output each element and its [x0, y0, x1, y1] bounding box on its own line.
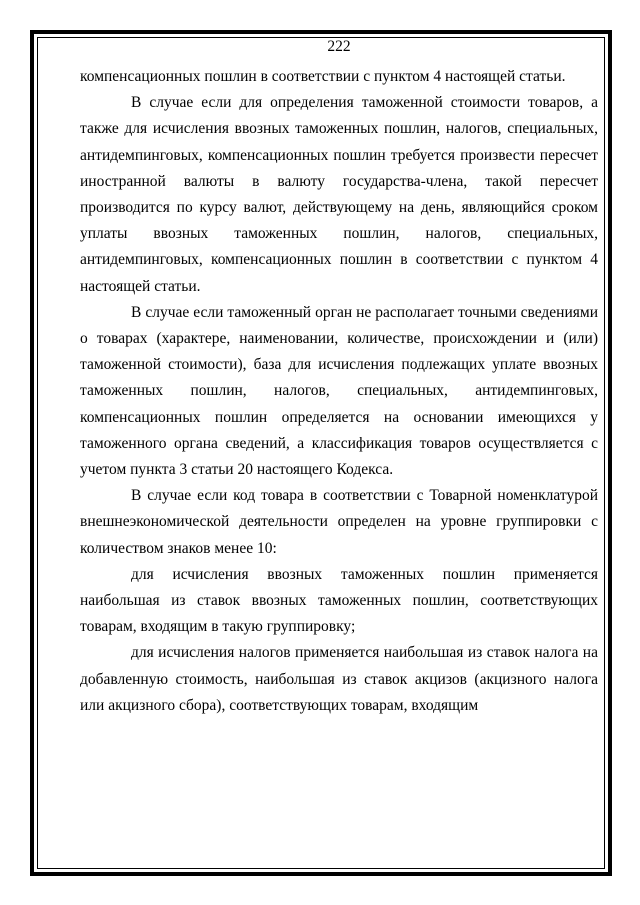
document-body [80, 34, 598, 719]
paragraph-4: В случае если код товара в соответствии с Товарной номенклатурой внешнеэкономической деятельности определен на уровне группировки с количеством знаков менее 10: [80, 487, 598, 557]
paragraph-5: для исчисления ввозных таможенных пошлин применяется наибольшая из ставок ввозных таможенных пошлин, соответствующих товарам, входящим в такую группировку; [80, 565, 598, 636]
paragraph-6: для исчисления налогов применяется наибольшая из ставок налога на добавленную стоимость, наибольшая из ставок акцизов (акцизного налога или акцизного сбора), соответствующих товарам, входящим [80, 644, 598, 714]
paragraph-2: В случае если для определения таможенной стоимости товаров, а также для исчисления ввозных таможенных пошлин, налогов, специальных, антидемпинговых, компенсационных пошлин требуется произвести пересчет иностранной валюты в валюту государства-члена, такой пересчет производится по курсу валют, действующему на день, являющийся сроком уплаты ввозных таможенных пошлин, налогов, специальных, антидемпинговых, компенсационных пошлин в соответствии с пунктом 4 настоящей статьи. [80, 94, 598, 295]
paragraph-3: В случае если таможенный орган не располагает точными сведениями о товарах (характере, наименовании, количестве, происхождении и (или) таможенной стоимости), база для исчисления подлежащих уплате ввозных таможенных пошлин, налогов, специальных, антидемпинговых, компенсационных пошлин определяется на основании имеющихся у таможенного органа сведений, а классификация товаров осуществляется с учетом пункта 3 статьи 20 настоящего Кодекса. [80, 303, 598, 479]
page-number: 222 [327, 38, 351, 55]
paragraph-1: компенсационных пошлин в соответствии с пунктом 4 настоящей статьи. [80, 68, 566, 85]
